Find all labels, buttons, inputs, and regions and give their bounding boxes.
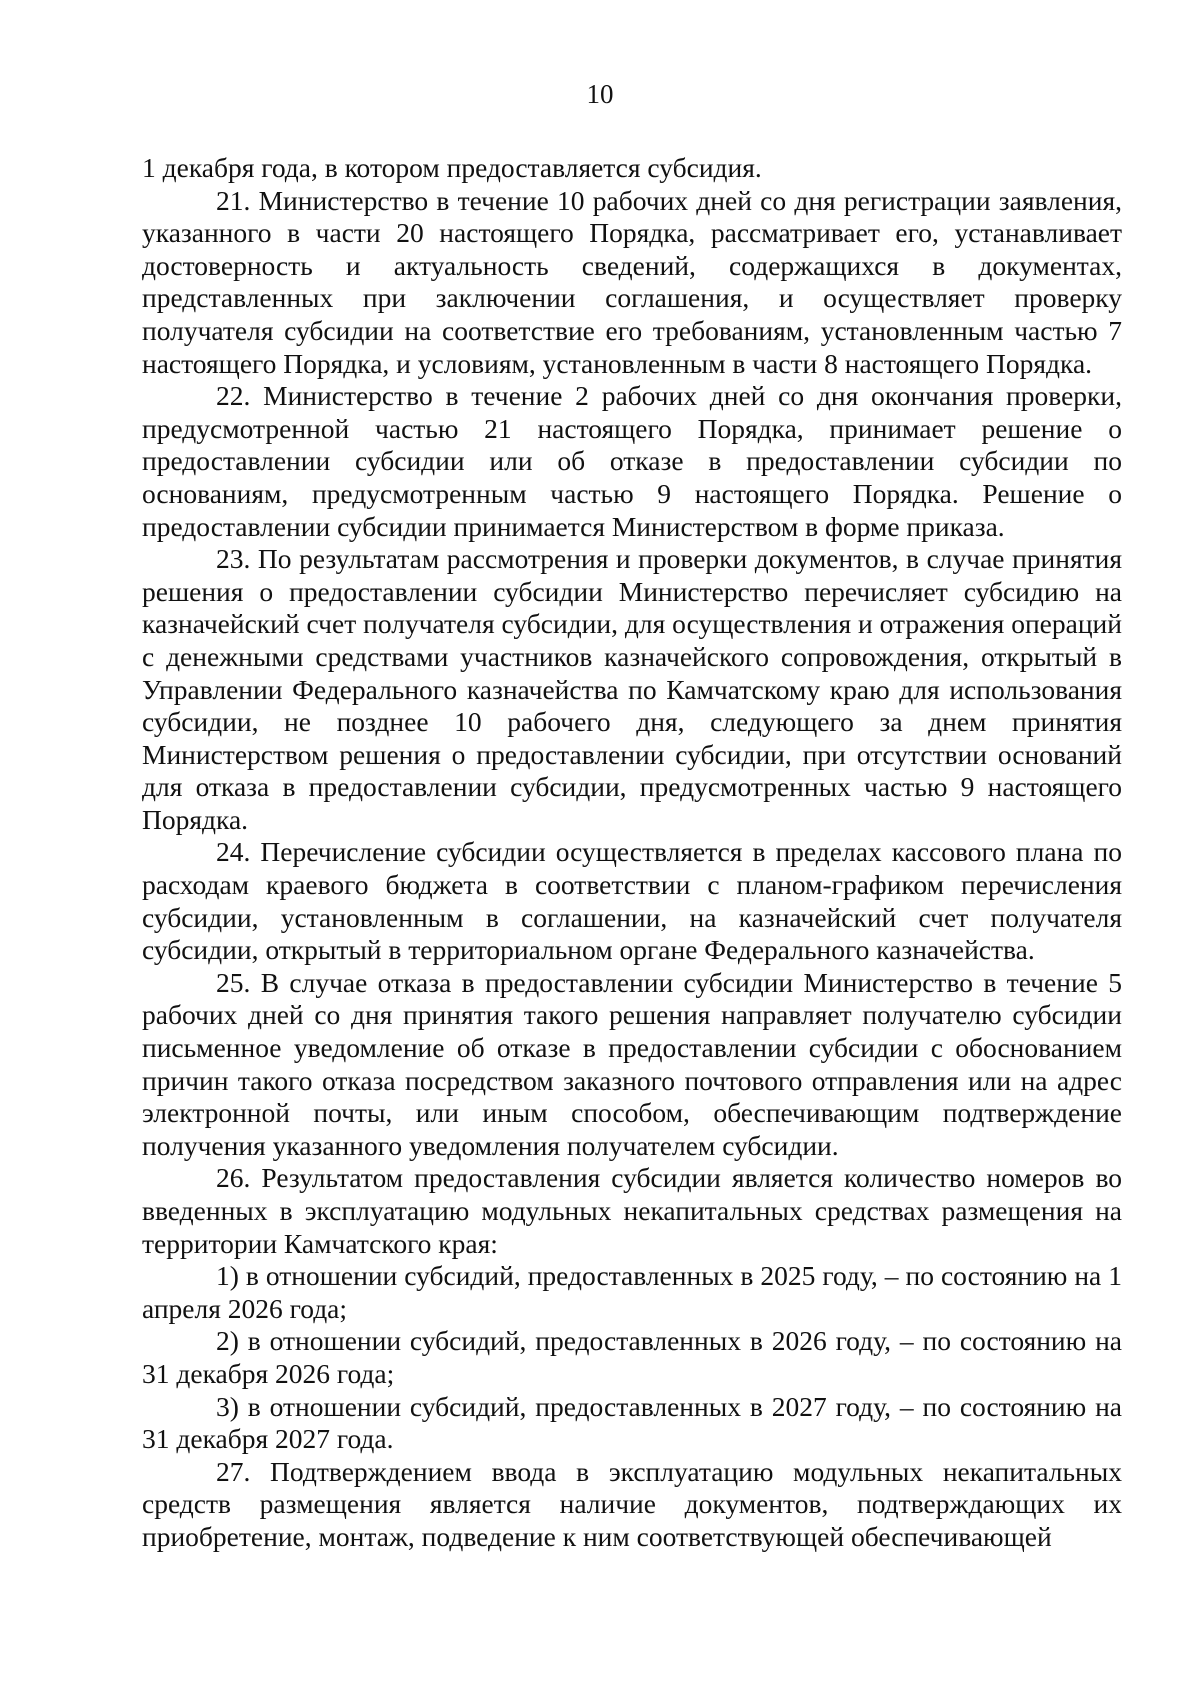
- paragraph-22: 22. Министерство в течение 2 рабочих дней со дня окончания проверки, предусмотренной частью 21 настоящего Порядка, принимает решение о предоставлении субсидии или об отказе в предоставлении субсидии по основаниям, предусмотренным частью 9 настоящего Порядка. Решение о предоставлении субсидии принимается Министерством в форме приказа.: [142, 380, 1122, 542]
- paragraph-25: 25. В случае отказа в предоставлении субсидии Министерство в течение 5 рабочих дней со дня принятия такого решения направляет получателю субсидии письменное уведомление об отказе в предоставлении субсидии с обоснованием причин такого отказа посредством заказного почтового отправления или на адрес электронной почты, или иным способом, обеспечивающим подтверждение получения указанного уведомления получателем субсидии.: [142, 966, 1122, 1161]
- page-number: 10: [586, 79, 614, 109]
- paragraph-21: 21. Министерство в течение 10 рабочих дней со дня регистрации заявления, указанного в части 20 настоящего Порядка, рассматривает его, устанавливает достоверность и актуальность сведений, содержащихся в документах, представленных при заключении соглашения, и осуществляет проверку получателя субсидии на соответствие его требованиям, установленным частью 7 настоящего Порядка, и условиям, установленным в части 8 настоящего Порядка.: [142, 184, 1122, 379]
- paragraph-26-item-2: 2) в отношении субсидий, предоставленных в 2026 году, – по состоянию на 31 декабря 2026 года;: [142, 1325, 1122, 1389]
- paragraph-23: 23. По результатам рассмотрения и проверки документов, в случае принятия решения о предоставлении субсидии Министерство перечисляет субсидию на казначейский счет получателя субсидии, для осуществления и отражения операций с денежными средствами участников казначейского сопровождения, открытый в Управлении Федерального казначейства по Камчатскому краю для использования субсидии, не позднее 10 рабочего дня, следующего за днем принятия Министерством решения о предоставлении субсидии, при отсутствии оснований для отказа в предоставлении субсидии, предусмотренных частью 9 настоящего Порядка.: [142, 543, 1122, 835]
- paragraph-27: 27. Подтверждением ввода в эксплуатацию модульных некапитальных средств размещения является наличие документов, подтверждающих их приобретение, монтаж, подведение к ним соответствующей обеспечивающей: [142, 1455, 1122, 1552]
- paragraph-24: 24. Перечисление субсидии осуществляется в пределах кассового плана по расходам краевого бюджета в соответствии с планом-графиком перечисления субсидии, установленным в соглашении, на казначейский счет получателя субсидии, открытый в территориальном органе Федерального казначейства.: [142, 836, 1122, 966]
- document-body: [142, 152, 1122, 1554]
- paragraph-26: 26. Результатом предоставления субсидии является количество номеров во введенных в эксплуатацию модульных некапитальных средствах размещения на территории Камчатского края:: [142, 1162, 1122, 1259]
- paragraph-26-item-1: 1) в отношении субсидий, предоставленных в 2025 году, – по состоянию на 1 апреля 2026 года;: [142, 1260, 1122, 1324]
- paragraph-26-item-3: 3) в отношении субсидий, предоставленных в 2027 году, – по состоянию на 31 декабря 2027 года.: [142, 1390, 1122, 1455]
- paragraph-continued: 1 декабря года, в котором предоставляется субсидия.: [142, 152, 762, 183]
